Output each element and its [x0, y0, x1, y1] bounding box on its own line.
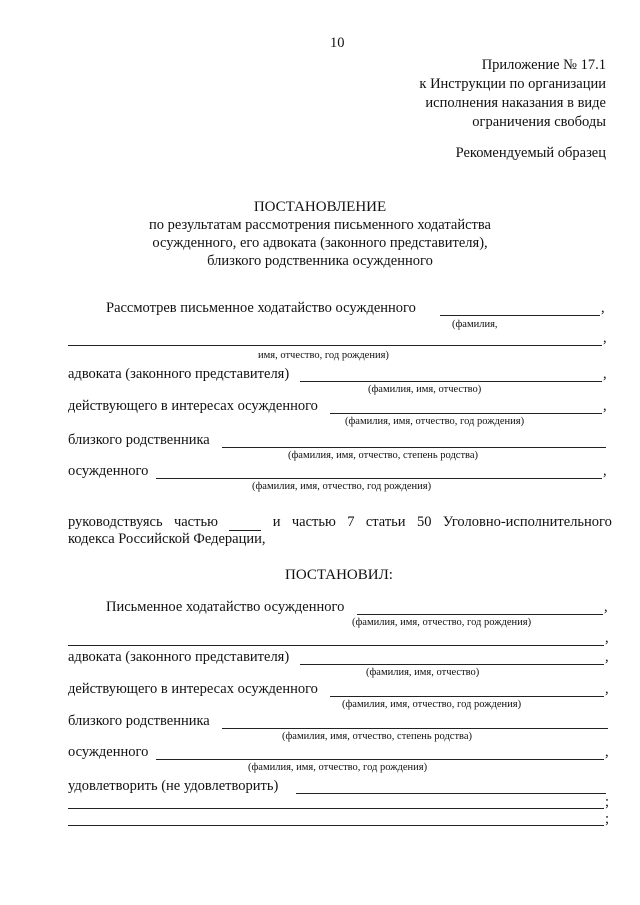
comma: , — [603, 463, 607, 479]
guided-word: 50 — [416, 514, 432, 530]
lawyer-label-2: адвоката (законного представителя) — [68, 649, 290, 665]
convict-label: осужденного — [68, 463, 149, 479]
petition-convict-field-continued[interactable] — [68, 645, 604, 646]
guided-word: и — [272, 514, 281, 530]
lawyer-name-field-2[interactable] — [300, 664, 604, 665]
subtitle-line-3: близкого родственника осужденного — [207, 253, 433, 269]
convict-label-2: осужденного — [68, 744, 149, 760]
part-number-field[interactable] — [229, 516, 261, 531]
petition-label: Письменное ходатайство осужденного — [106, 599, 345, 615]
comma: , — [605, 744, 609, 760]
convict-name-field[interactable] — [440, 315, 600, 316]
subtitle-line-1: по результатам рассмотрения письменного ходатайства — [149, 217, 491, 233]
appendix-line-2: к Инструкции по организации — [419, 76, 606, 92]
appendix-line-3: исполнения наказания в виде — [425, 95, 606, 111]
guided-line — [68, 514, 612, 531]
document-subtitle — [0, 216, 640, 270]
hint-relative-2: (фамилия, имя, отчество, степень родства) — [282, 731, 473, 742]
semicolon: ; — [605, 794, 610, 810]
relative-name-field[interactable] — [222, 447, 606, 448]
page-number: 10 — [330, 35, 345, 51]
hint-convict-2: (фамилия, имя, отчество, год рождения) — [248, 762, 428, 773]
hint-surname: (фамилия, — [452, 319, 498, 330]
hint-petition: (фамилия, имя, отчество, год рождения) — [352, 617, 532, 628]
guided-line-2: кодекса Российской Федерации, — [68, 531, 266, 547]
hint-convict: (фамилия, имя, отчество, год рождения) — [252, 481, 432, 492]
hint-acting: (фамилия, имя, отчество, год рождения) — [345, 416, 525, 427]
guided-word: Уголовно-исполнительного — [442, 514, 612, 530]
guided-word: руководствуясь — [68, 514, 163, 530]
guided-word: статьи — [365, 514, 406, 530]
acting-name-field-2[interactable] — [330, 696, 604, 697]
decided-heading: ПОСТАНОВИЛ: — [285, 567, 393, 583]
hint-acting-2: (фамилия, имя, отчество, год рождения) — [342, 699, 522, 710]
acting-label: действующего в интересах осужденного — [68, 398, 318, 414]
convict-field[interactable] — [156, 478, 602, 479]
decision-field-line-2[interactable] — [68, 808, 604, 809]
appendix-header — [419, 56, 606, 132]
decision-field[interactable] — [296, 793, 606, 794]
comma: , — [605, 630, 609, 646]
convict-name-field-continued[interactable] — [68, 345, 602, 346]
lawyer-name-field[interactable] — [300, 381, 602, 382]
guided-word: частью — [173, 514, 218, 530]
lawyer-label: адвоката (законного представителя) — [68, 366, 290, 382]
hint-lawyer: (фамилия, имя, отчество) — [368, 384, 482, 395]
decision-field-line-3[interactable] — [68, 825, 604, 826]
comma: , — [604, 599, 608, 615]
guided-word: частью — [291, 514, 336, 530]
acting-label-2: действующего в интересах осужденного — [68, 681, 318, 697]
acting-name-field[interactable] — [330, 413, 602, 414]
comma: , — [603, 330, 607, 346]
relative-name-field-2[interactable] — [222, 728, 608, 729]
document-title: ПОСТАНОВЛЕНИЕ — [253, 199, 387, 215]
relative-label-2: близкого родственника — [68, 713, 210, 729]
comma: , — [603, 398, 607, 414]
considered-label: Рассмотрев письменное ходатайство осужденного — [106, 300, 416, 316]
appendix-line-1: Приложение № 17.1 — [481, 57, 606, 73]
comma: , — [605, 681, 609, 697]
hint-relative: (фамилия, имя, отчество, степень родства) — [288, 450, 479, 461]
comma: , — [601, 300, 605, 316]
relative-label: близкого родственника — [68, 432, 210, 448]
sample-note: Рекомендуемый образец — [455, 145, 606, 161]
comma: , — [603, 366, 607, 382]
subtitle-line-2: осужденного, его адвоката (законного представителя), — [152, 235, 488, 251]
convict-field-2[interactable] — [156, 759, 604, 760]
guided-word: 7 — [347, 514, 355, 530]
comma: , — [605, 649, 609, 665]
hint-lawyer-2: (фамилия, имя, отчество) — [366, 667, 480, 678]
petition-convict-field[interactable] — [357, 614, 603, 615]
appendix-line-4: ограничения свободы — [472, 114, 606, 130]
satisfy-label: удовлетворить (не удовлетворить) — [68, 778, 279, 794]
hint-name-rest: имя, отчество, год рождения) — [258, 350, 389, 361]
semicolon: ; — [605, 811, 610, 827]
